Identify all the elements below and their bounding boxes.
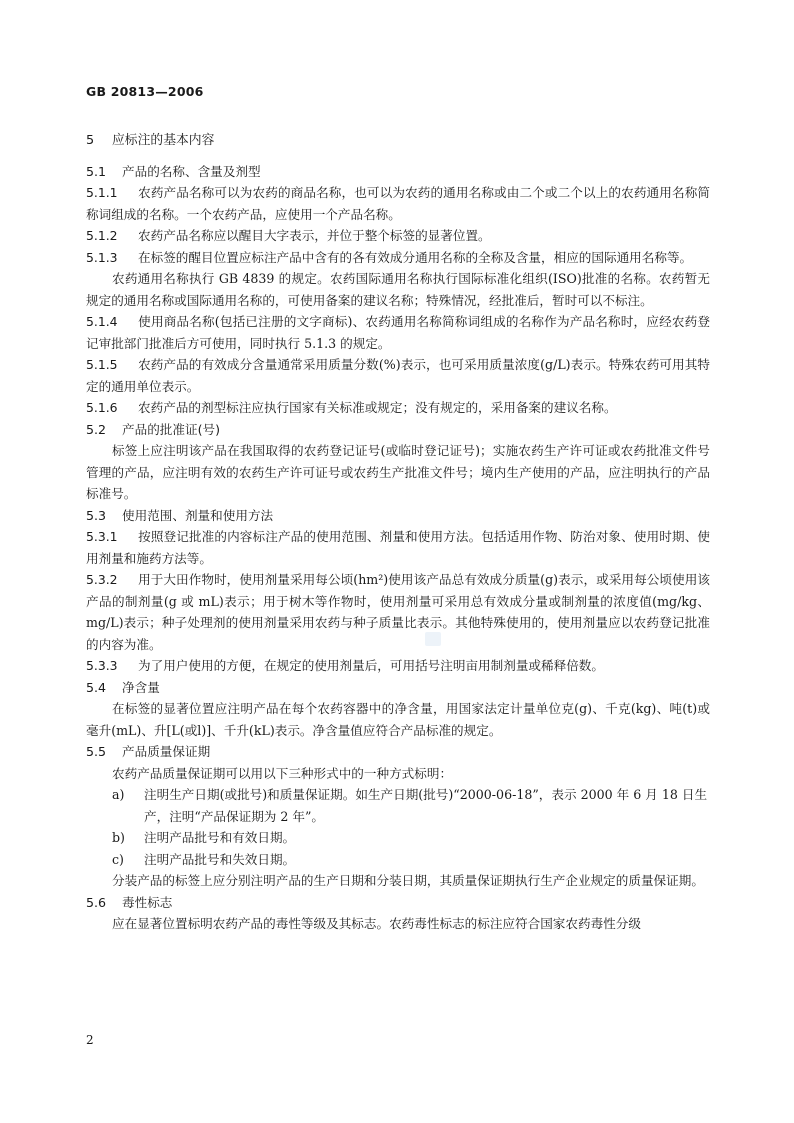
clause-5-1-1	[86, 182, 710, 225]
list-label: a)	[112, 787, 125, 802]
list-text: 注明产品批号和失效日期。	[144, 851, 296, 867]
list-item-b	[86, 827, 710, 849]
standard-code: GB 20813—2006	[86, 84, 204, 99]
clause-text: 使用商品名称(包括已注册的文字商标)、农药通用名称简称词组成的名称作为产品名称时，应经农药登记审批部门批准后方可使用，同时执行 5.1.3 的规定。	[86, 314, 710, 351]
clause-text: 农药产品名称应以醒目大字表示，并位于整个标签的显著位置。	[138, 228, 491, 243]
clause-number: 5.1.4	[86, 314, 118, 329]
page-number: 2	[86, 1033, 94, 1047]
paragraph-5-5-intro: 农药产品质量保证期可以用以下三种形式中的一种方式标明：	[112, 765, 453, 781]
clause-5-3-3	[86, 655, 710, 677]
subsection-heading-5-1	[86, 161, 710, 183]
clause-text: 用于大田作物时，使用剂量采用每公顷(hm²)使用该产品总有效成分质量(g)表示，或采用每公顷使用该产品的制剂量(g 或 mL)表示；用于树木等作物时，使用剂量可采用总有效成分量或制剂量的浓度值(mg/kg、mg/L)表示；种子处理剂的使用剂量采用农药与种子质量比表示。其他特殊使用的，使用剂量应以农药登记批准的内容为准。	[86, 572, 710, 652]
section-number: 5	[86, 133, 95, 148]
clause-5-1-3	[86, 247, 710, 269]
subsection-title: 产品质量保证期	[122, 744, 211, 759]
paragraph-5-4: 在标签的显著位置应注明产品在每个农药容器中的净含量，用国家法定计量单位克(g)、千克(kg)、吨(t)或毫升(mL)、升[L(或l)]、千升(kL)表示。净含量值应符合产品标准的规定。	[86, 701, 710, 738]
list-item-a	[86, 784, 710, 827]
section-heading-5	[86, 130, 710, 152]
subsection-number: 5.6	[86, 894, 107, 910]
clause-5-3-1	[86, 526, 710, 569]
document-body	[86, 130, 710, 935]
subsection-title: 净含量	[122, 679, 160, 695]
subsection-title: 产品的批准证(号)	[122, 421, 220, 437]
subsection-title: 毒性标志	[122, 894, 173, 910]
subsection-heading-5-3	[86, 505, 710, 527]
clause-text: 农药产品的有效成分含量通常采用质量分数(%)表示，也可采用质量浓度(g/L)表示。特殊农药可用其特定的通用单位表示。	[86, 357, 710, 394]
list-text: 注明产品批号和有效日期。	[144, 830, 296, 845]
subsection-heading-5-2	[86, 419, 710, 441]
subsection-number: 5.1	[86, 163, 107, 179]
clause-number: 5.1.3	[86, 249, 118, 265]
paragraph-5-6: 应在显著位置标明农药产品的毒性等级及其标志。农药毒性标志的标注应符合国家农药毒性分级	[112, 916, 641, 931]
subsection-title: 产品的名称、含量及剂型	[122, 163, 261, 179]
clause-text: 为了用户使用的方便，在规定的使用剂量后，可用括号注明亩用制剂量或稀释倍数。	[138, 658, 604, 673]
subsection-heading-5-6	[86, 892, 710, 914]
clause-number: 5.1.5	[86, 357, 118, 372]
subsection-heading-5-4	[86, 677, 710, 699]
clause-text: 在标签的醒目位置应标注产品中含有的各有效成分通用名称的全称及含量，相应的国际通用名称等。	[138, 249, 693, 265]
clause-5-1-5	[86, 354, 710, 397]
paragraph-5-1-3-detail: 农药通用名称执行 GB 4839 的规定。农药国际通用名称执行国际标准化组织(ISO)批准的名称。农药暂无规定的通用名称或国际通用名称的，可使用备案的建议名称；特殊情况，经批准后，暂时可以不标注。	[86, 271, 710, 308]
clause-text: 农药产品名称可以为农药的商品名称，也可以为农药的通用名称或由二个或二个以上的农药通用名称简称词组成的名称。一个农药产品，应使用一个产品名称。	[86, 185, 710, 222]
list-text: 注明生产日期(或批号)和质量保证期。如生产日期(批号)“2000-06-18”，表示 2000 年 6 月 18 日生产，注明“产品保证期为 2 年”。	[144, 787, 708, 824]
clause-number: 5.3.3	[86, 658, 118, 673]
section-title: 应标注的基本内容	[112, 133, 215, 148]
clause-text: 农药产品的剂型标注应执行国家有关标准或规定；没有规定的，采用备案的建议名称。	[138, 400, 617, 415]
list-label: c)	[112, 851, 124, 867]
subsection-heading-5-5	[86, 741, 710, 763]
subsection-number: 5.4	[86, 679, 107, 695]
clause-text: 按照登记批准的内容标注产品的使用范围、剂量和使用方法。包括适用作物、防治对象、使用时期、使用剂量和施药方法等。	[86, 529, 710, 566]
paragraph-5-5-outro: 分装产品的标签上应分别注明产品的生产日期和分装日期，其质量保证期执行生产企业规定的质量保证期。	[112, 873, 704, 888]
paragraph-5-2: 标签上应注明该产品在我国取得的农药登记证号(或临时登记证号)；实施农药生产许可证或农药批准文件号管理的产品，应注明有效的农药生产许可证号或农药生产批准文件号；境内生产使用的产品，应注明执行的产品标准号。	[86, 443, 710, 501]
clause-5-1-6	[86, 397, 710, 419]
subsection-number: 5.5	[86, 744, 107, 759]
subsection-number: 5.2	[86, 421, 107, 437]
clause-number: 5.3.1	[86, 529, 118, 544]
list-item-c	[86, 849, 710, 871]
clause-5-1-4	[86, 311, 710, 354]
subsection-number: 5.3	[86, 507, 107, 523]
clause-number: 5.1.2	[86, 228, 118, 243]
subsection-title: 使用范围、剂量和使用方法	[122, 507, 274, 523]
list-label: b)	[112, 830, 125, 845]
clause-5-1-2	[86, 225, 710, 247]
clause-number: 5.1.1	[86, 185, 118, 200]
clause-number: 5.1.6	[86, 400, 118, 415]
clause-5-3-2	[86, 569, 710, 655]
clause-number: 5.3.2	[86, 572, 118, 587]
